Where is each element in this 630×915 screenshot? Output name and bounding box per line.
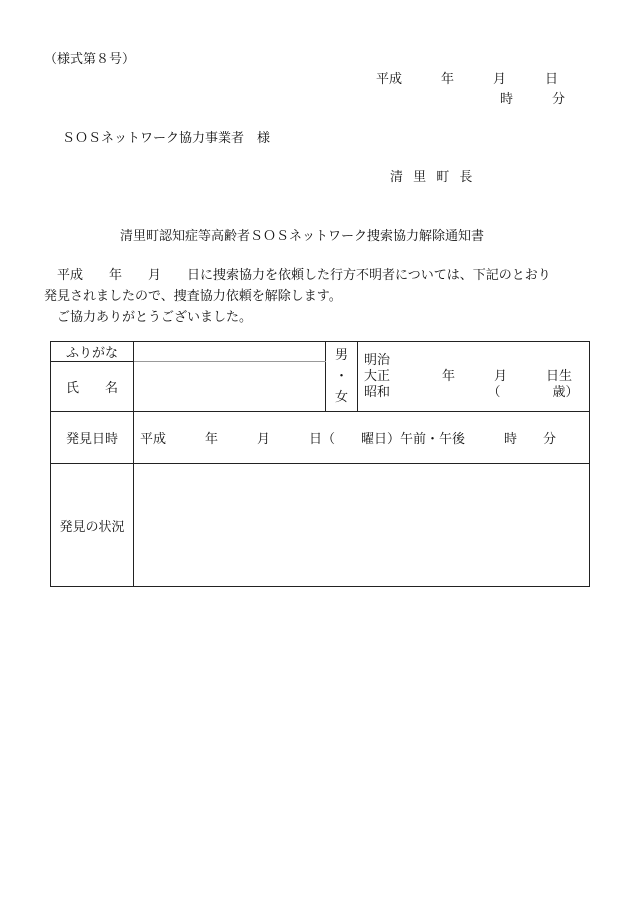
- name-field[interactable]: [134, 362, 326, 412]
- sender: 清 里 町 長: [390, 170, 476, 185]
- missing-person-form: [50, 341, 590, 587]
- found-date-label: 発見日時: [51, 412, 134, 464]
- sex-separator: ・: [334, 369, 348, 384]
- document-title: 清里町認知症等高齢者ＳＯＳネットワーク捜索協力解除通知書: [120, 229, 485, 244]
- addressee: ＳＯＳネットワーク協力事業者 様: [62, 131, 271, 146]
- form-number: （様式第８号）: [44, 52, 136, 67]
- sex-female[interactable]: 女: [334, 390, 348, 405]
- body-text: [44, 265, 551, 328]
- birth-era-meiji: 明治: [364, 352, 391, 368]
- sex-male[interactable]: 男: [334, 348, 348, 363]
- furigana-label: ふりがな: [51, 342, 134, 362]
- birth-date-cell[interactable]: [358, 342, 590, 412]
- body-line-3: ご協力ありがとうございました。: [44, 310, 253, 325]
- situation-field[interactable]: [134, 464, 590, 587]
- time-line: 時 分: [500, 92, 566, 107]
- found-date-field[interactable]: 平成 年 月 日（ 曜日）午前・午後 時 分: [134, 412, 590, 464]
- sex-cell[interactable]: [326, 342, 358, 412]
- name-label: 氏 名: [51, 362, 134, 412]
- body-line-2: 発見されましたので、捜査協力依頼を解除します。: [44, 289, 342, 304]
- furigana-field[interactable]: [134, 342, 326, 362]
- date-line: 平成 年 月 日: [376, 72, 559, 87]
- body-line-1: 平成 年 月 日に捜索協力を依頼した行方不明者については、下記のとおり: [44, 268, 551, 283]
- birth-era-taisho: 大正 年 月 日生: [364, 368, 573, 384]
- situation-label: 発見の状況: [51, 464, 134, 587]
- birth-era-showa: 昭和 （ 歳）: [364, 384, 579, 400]
